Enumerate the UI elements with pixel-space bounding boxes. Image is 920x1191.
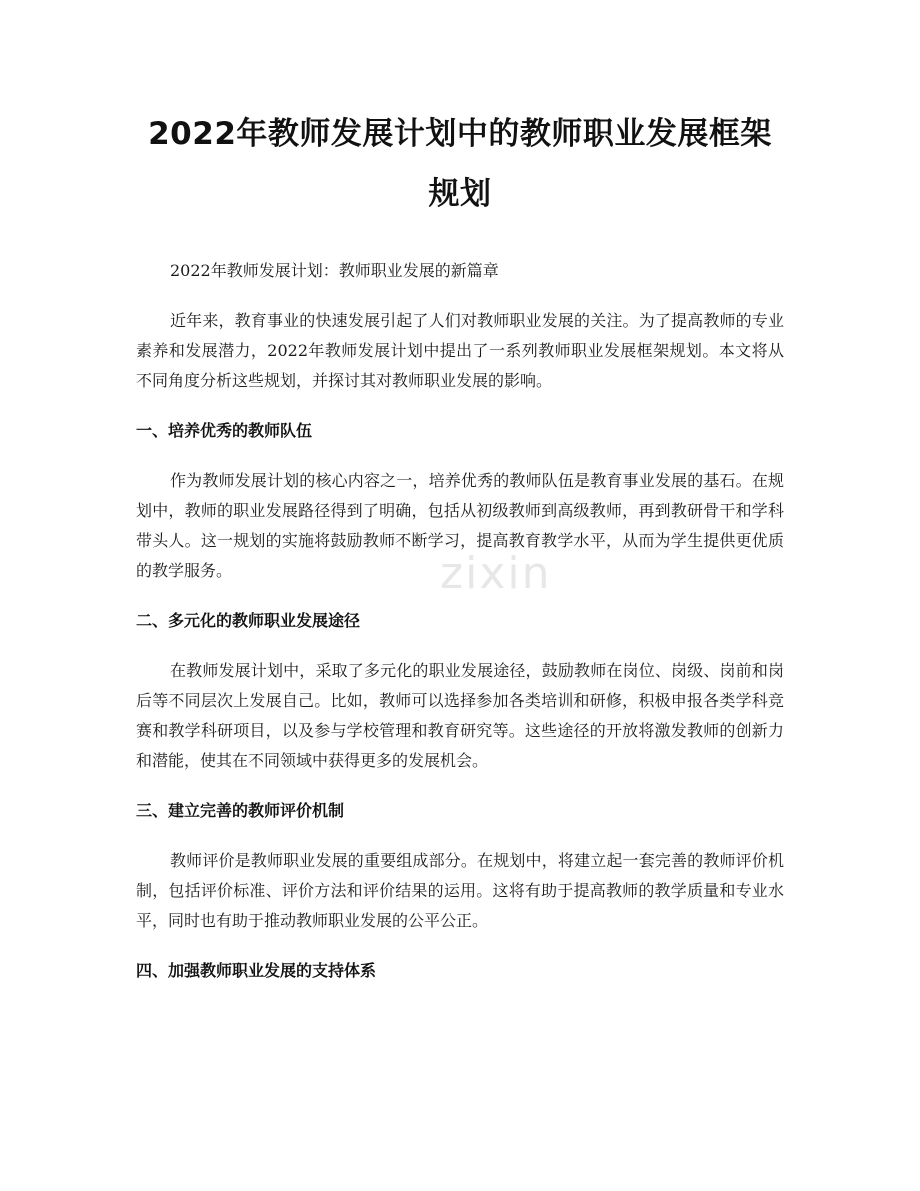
section-heading-2: 二、多元化的教师职业发展途径 <box>136 611 361 630</box>
section-body-2: 在教师发展计划中，采取了多元化的职业发展途径，鼓励教师在岗位、岗级、岗前和岗后等不同层次上发展自己。比如，教师可以选择参加各类培训和研修，积极申报各类学科竞赛和教学科研项目，以及参与学校管理和教育研究等。这些途径的开放将激发教师的创新力和潜能，使其在不同领域中获得更多的发展机会。 <box>136 661 784 770</box>
section-heading-3: 三、建立完善的教师评价机制 <box>136 801 345 820</box>
section-body-1: 作为教师发展计划的核心内容之一，培养优秀的教师队伍是教育事业发展的基石。在规划中，教师的职业发展路径得到了明确，包括从初级教师到高级教师，再到教研骨干和学科带头人。这一规划的实施将鼓励教师不断学习，提高教育教学水平，从而为学生提供更优质的教学服务。 <box>136 471 784 580</box>
watermark-text: zixin <box>440 548 552 599</box>
section-heading-1: 一、培养优秀的教师队伍 <box>136 421 313 440</box>
section-heading-4: 四、加强教师职业发展的支持体系 <box>136 961 377 980</box>
intro-paragraph: 近年来，教育事业的快速发展引起了人们对教师职业发展的关注。为了提高教师的专业素养和发展潜力，2022年教师发展计划中提出了一系列教师职业发展框架规划。本文将从不同角度分析这些规划，并探讨其对教师职业发展的影响。 <box>136 311 784 390</box>
section-body-3: 教师评价是教师职业发展的重要组成部分。在规划中，将建立起一套完善的教师评价机制，包括评价标准、评价方法和评价结果的运用。这将有助于提高教师的教学质量和专业水平，同时也有助于推动教师职业发展的公平公正。 <box>136 851 784 930</box>
document-subtitle: 2022年教师发展计划：教师职业发展的新篇章 <box>170 261 499 280</box>
document-title: 2022年教师发展计划中的教师职业发展框架规划 <box>148 116 772 212</box>
